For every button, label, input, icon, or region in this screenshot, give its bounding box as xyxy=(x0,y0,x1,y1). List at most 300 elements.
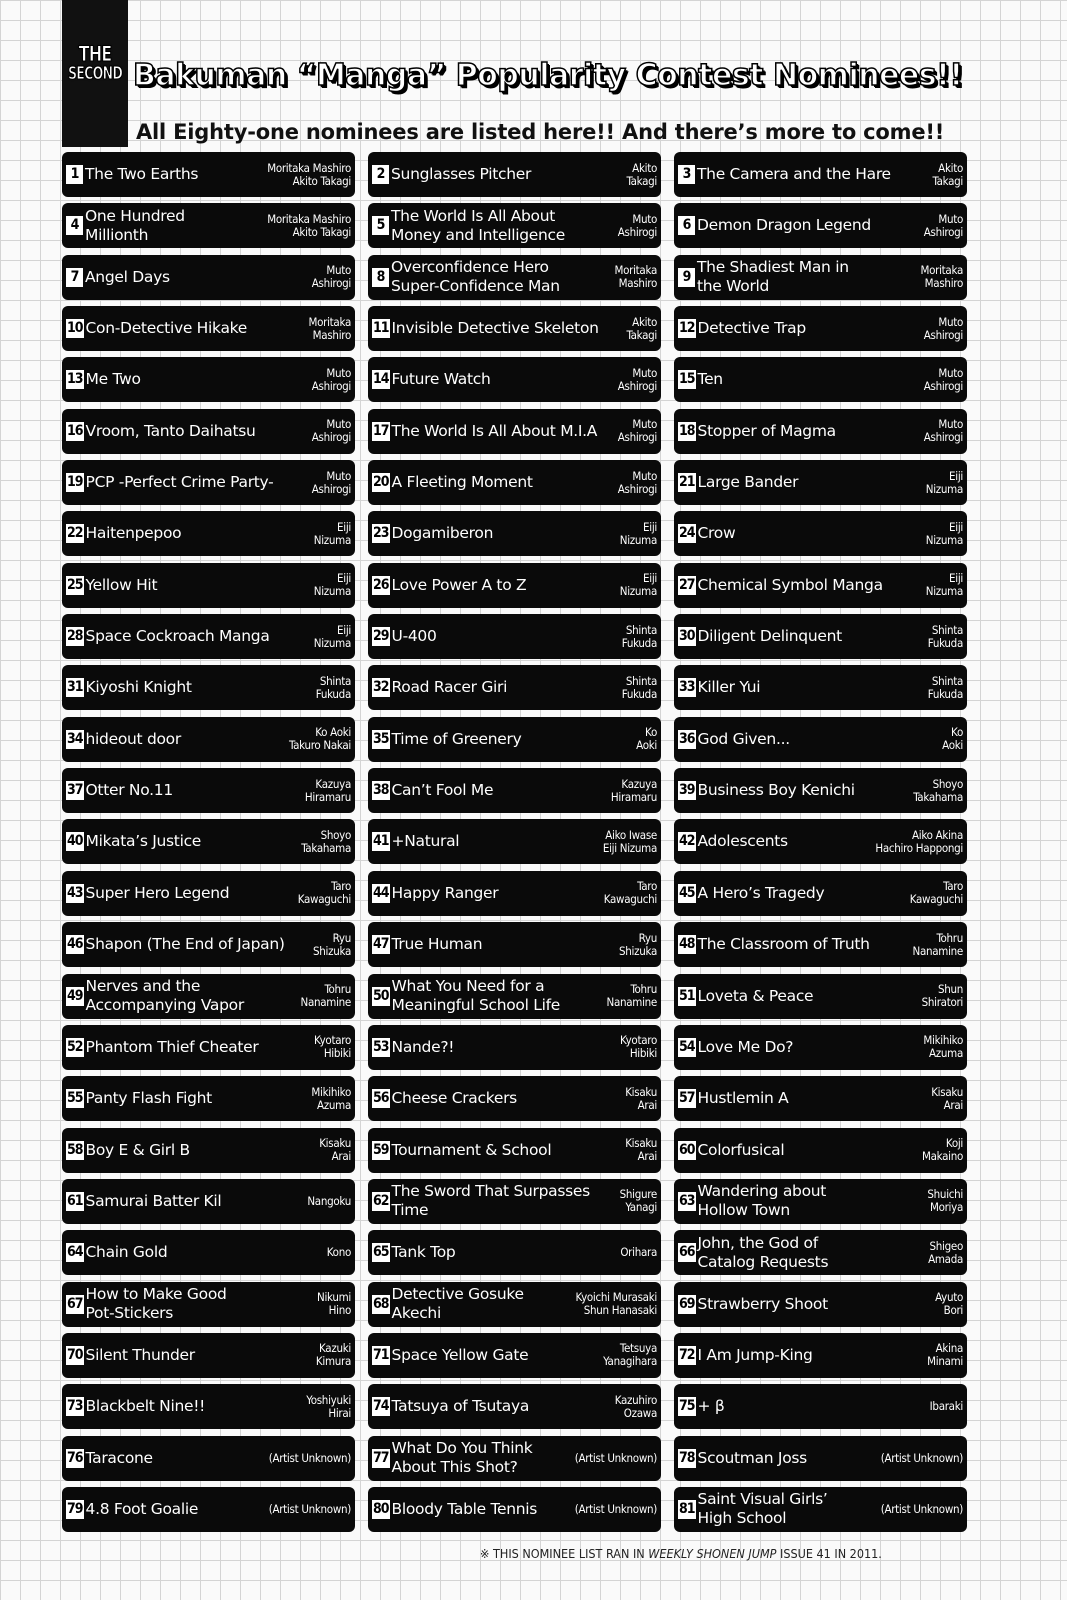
nominee-author: Kazuya Hiramaru xyxy=(304,776,351,804)
nominee-number: 10 xyxy=(67,320,83,337)
nominee-number: 31 xyxy=(67,679,83,696)
nominee-number: 55 xyxy=(67,1090,83,1107)
nominee-title: I Am Jump-King xyxy=(697,1345,813,1364)
nominee-title: Future Watch xyxy=(391,370,491,389)
nominee-author: Shinta Fukuda xyxy=(621,673,657,701)
nominee-cell xyxy=(674,871,967,916)
nominee-author: (Artist Unknown) xyxy=(268,1501,351,1516)
page-title: Bakuman “Manga” Popularity Contest Nominees!! xyxy=(133,58,963,93)
nominee-author: Muto Ashirogi xyxy=(923,417,963,445)
nominee-author: Ayuto Bori xyxy=(935,1290,963,1318)
nominee-title: Chain Gold xyxy=(85,1243,168,1262)
nominee-number: 75 xyxy=(679,1398,695,1415)
nominee-number: 78 xyxy=(679,1449,695,1466)
nominee-author: Tohru Nanamine xyxy=(606,982,657,1009)
nominee-title: Overconfidence Hero Super-Confidence Man xyxy=(391,258,560,296)
nominee-author: Nikumi Hino xyxy=(317,1290,351,1318)
nominee-cell xyxy=(368,409,661,454)
nominee-author: Eiji Nizuma xyxy=(925,468,963,496)
nominee-author: Orihara xyxy=(620,1245,657,1260)
nominee-author: Eiji Nizuma xyxy=(313,622,351,650)
nominee-number: 70 xyxy=(67,1346,83,1363)
nominee-number: 49 xyxy=(67,987,83,1004)
nominee-title: Me Two xyxy=(85,370,141,389)
nominee-cell xyxy=(368,819,661,864)
nominee-title: Stopper of Magma xyxy=(697,421,836,440)
nominee-cell xyxy=(62,974,355,1019)
nominee-title: + β xyxy=(697,1397,725,1416)
nominee-title: Loveta & Peace xyxy=(697,986,814,1005)
nominee-author: Eiji Nizuma xyxy=(925,571,963,599)
nominee-author: Ko Aoki Takuro Nakai xyxy=(288,725,351,753)
nominee-cell xyxy=(62,871,355,916)
nominee-cell xyxy=(368,922,661,967)
nominee-title: Chemical Symbol Manga xyxy=(697,575,883,594)
nominee-title: One Hundred Millionth xyxy=(85,206,185,244)
nominee-number: 28 xyxy=(67,628,83,645)
nominee-cell xyxy=(674,1128,967,1173)
nominee-cell xyxy=(62,460,355,505)
nominee-number: 6 xyxy=(678,216,695,235)
nominee-title: The Camera and the Hare xyxy=(697,165,891,183)
nominee-title: Killer Yui xyxy=(697,678,761,697)
nominee-number: 29 xyxy=(373,628,389,645)
nominee-cell xyxy=(368,1076,661,1121)
page-subtitle: All Eighty-one nominees are listed here!! And there’s more to come!! xyxy=(136,120,945,144)
nominee-author: Muto Ashirogi xyxy=(311,263,351,291)
nominee-number: 73 xyxy=(67,1398,83,1415)
nominee-title: Invisible Detective Skeleton xyxy=(391,319,599,338)
nominee-author: Mikihiko Azuma xyxy=(311,1084,351,1112)
nominee-number: 34 xyxy=(67,730,83,747)
nominee-number: 9 xyxy=(678,268,695,287)
nominee-cell xyxy=(62,768,355,813)
nominee-author: Nangoku xyxy=(307,1193,351,1208)
nominee-title: How to Make Good Pot-Stickers xyxy=(85,1285,227,1323)
nominee-cell xyxy=(62,1436,355,1481)
nominee-number: 67 xyxy=(67,1295,83,1312)
nominee-cell xyxy=(674,203,967,248)
header-label xyxy=(60,44,130,83)
nominee-cell xyxy=(674,974,967,1019)
nominee-author: (Artist Unknown) xyxy=(880,1501,963,1516)
nominee-cell xyxy=(368,1179,661,1224)
nominee-author: Ryu Shizuka xyxy=(618,930,657,958)
nominee-author: Muto Ashirogi xyxy=(617,211,657,239)
nominee-number: 12 xyxy=(679,320,695,337)
nominee-grid xyxy=(62,152,967,1532)
nominee-author: Ko Aoki xyxy=(942,725,963,753)
nominee-number: 23 xyxy=(373,525,389,542)
nominee-title: The Sword That Surpasses Time xyxy=(391,1182,590,1220)
footer-prefix: ※ THIS NOMINEE LIST RAN IN xyxy=(480,1546,649,1561)
nominee-number: 65 xyxy=(373,1244,389,1261)
nominee-cell xyxy=(674,1230,967,1275)
nominee-cell xyxy=(62,511,355,556)
nominee-number: 80 xyxy=(373,1500,389,1517)
nominee-title: Tank Top xyxy=(391,1243,456,1262)
nominee-number: 46 xyxy=(67,936,83,953)
nominee-cell xyxy=(368,614,661,659)
nominee-number: 48 xyxy=(679,936,695,953)
nominee-title: Road Racer Giri xyxy=(391,678,508,697)
nominee-number: 1 xyxy=(66,165,83,184)
nominee-number: 19 xyxy=(67,474,83,491)
nominee-author: Moritaka Mashiro xyxy=(308,314,351,342)
nominee-number: 41 xyxy=(373,833,389,850)
nominee-cell xyxy=(674,819,967,864)
nominee-cell xyxy=(674,306,967,351)
nominee-author: Eiji Nizuma xyxy=(313,519,351,547)
nominee-number: 3 xyxy=(678,165,695,184)
nominee-title: PCP -Perfect Crime Party- xyxy=(85,473,274,492)
nominee-cell xyxy=(368,511,661,556)
nominee-number: 44 xyxy=(373,884,389,901)
nominee-title: U-400 xyxy=(391,627,437,646)
nominee-author: Moritaka Mashiro Akito Takagi xyxy=(267,211,351,239)
nominee-title: The Two Earths xyxy=(85,165,199,183)
nominee-author: Muto Ashirogi xyxy=(923,314,963,342)
nominee-cell xyxy=(62,203,355,248)
nominee-number: 32 xyxy=(373,679,389,696)
nominee-cell xyxy=(368,665,661,710)
nominee-title: Saint Visual Girls’ High School xyxy=(697,1490,828,1528)
nominee-author: Moritaka Mashiro xyxy=(614,263,657,291)
nominee-number: 66 xyxy=(679,1244,695,1261)
nominee-cell xyxy=(62,819,355,864)
footer-note xyxy=(480,1546,882,1561)
nominee-author: (Artist Unknown) xyxy=(574,1501,657,1516)
nominee-number: 53 xyxy=(373,1038,389,1055)
nominee-author: Akito Takagi xyxy=(626,160,657,188)
nominee-title: The World Is All About Money and Intelligence xyxy=(391,206,565,244)
nominee-cell xyxy=(62,1128,355,1173)
nominee-author: Shinta Fukuda xyxy=(927,673,963,701)
nominee-title: Blackbelt Nine!! xyxy=(85,1397,206,1416)
nominee-number: 27 xyxy=(679,576,695,593)
nominee-author: Kazuya Hiramaru xyxy=(610,776,657,804)
nominee-author: Mikihiko Azuma xyxy=(923,1033,963,1061)
nominee-author: Shoyo Takahama xyxy=(301,827,351,855)
nominee-author: Taro Kawaguchi xyxy=(603,879,657,907)
nominee-title: True Human xyxy=(391,935,483,954)
nominee-cell xyxy=(368,1230,661,1275)
nominee-number: 68 xyxy=(373,1295,389,1312)
nominee-number: 61 xyxy=(67,1192,83,1209)
nominee-author: Kisaku Arai xyxy=(625,1084,657,1112)
nominee-title: 4.8 Foot Goalie xyxy=(85,1499,199,1518)
nominee-cell xyxy=(674,614,967,659)
nominee-number: 63 xyxy=(679,1192,695,1209)
nominee-title: Sunglasses Pitcher xyxy=(391,165,532,183)
nominee-title: +Natural xyxy=(391,832,460,851)
nominee-number: 36 xyxy=(679,730,695,747)
nominee-title: Happy Ranger xyxy=(391,883,499,902)
nominee-cell xyxy=(368,1436,661,1481)
nominee-author: Kyoichi Murasaki Shun Hanasaki xyxy=(575,1290,657,1318)
nominee-cell xyxy=(674,1076,967,1121)
nominee-author: Akito Takagi xyxy=(626,314,657,342)
nominee-author: Koji Makaino xyxy=(921,1136,963,1164)
nominee-number: 57 xyxy=(679,1090,695,1107)
nominee-number: 13 xyxy=(67,371,83,388)
nominee-cell xyxy=(368,717,661,762)
nominee-title: Boy E & Girl B xyxy=(85,1140,190,1159)
nominee-cell xyxy=(368,255,661,300)
nominee-number: 8 xyxy=(372,268,389,287)
nominee-title: Vroom, Tanto Daihatsu xyxy=(85,421,256,440)
nominee-number: 56 xyxy=(373,1090,389,1107)
nominee-title: What Do You Think About This Shot? xyxy=(391,1439,533,1477)
nominee-number: 52 xyxy=(67,1038,83,1055)
nominee-title: Ten xyxy=(697,370,723,389)
nominee-cell xyxy=(368,357,661,402)
nominee-title: Can’t Fool Me xyxy=(391,781,494,800)
nominee-number: 39 xyxy=(679,782,695,799)
nominee-number: 62 xyxy=(373,1192,389,1209)
nominee-title: Samurai Batter Kil xyxy=(85,1191,222,1210)
nominee-title: Business Boy Kenichi xyxy=(697,781,855,800)
nominee-author: Muto Ashirogi xyxy=(617,365,657,393)
nominee-cell xyxy=(62,614,355,659)
nominee-author: Muto Ashirogi xyxy=(923,211,963,239)
nominee-number: 26 xyxy=(373,576,389,593)
nominee-author: Kisaku Arai xyxy=(625,1136,657,1164)
nominee-cell xyxy=(368,1487,661,1532)
nominee-number: 37 xyxy=(67,782,83,799)
nominee-number: 51 xyxy=(679,987,695,1004)
nominee-title: Nande?! xyxy=(391,1037,455,1056)
nominee-author: Kazuki Kimura xyxy=(315,1341,351,1369)
nominee-number: 30 xyxy=(679,628,695,645)
nominee-number: 45 xyxy=(679,884,695,901)
nominee-title: Detective Gosuke Akechi xyxy=(391,1285,524,1323)
nominee-author: Kyotaro Hibiki xyxy=(619,1033,657,1061)
nominee-title: Love Me Do? xyxy=(697,1037,794,1056)
nominee-title: Scoutman Joss xyxy=(697,1448,807,1467)
nominee-title: Space Yellow Gate xyxy=(391,1345,529,1364)
nominee-title: The World Is All About M.I.A xyxy=(391,421,598,440)
nominee-title: Taracone xyxy=(85,1448,153,1467)
nominee-number: 22 xyxy=(67,525,83,542)
nominee-title: God Given... xyxy=(697,729,790,748)
nominee-number: 71 xyxy=(373,1346,389,1363)
header-label-line1: THE xyxy=(78,42,112,66)
nominee-number: 21 xyxy=(679,474,695,491)
nominee-cell xyxy=(62,563,355,608)
nominee-author: Muto Ashirogi xyxy=(311,365,351,393)
nominee-number: 38 xyxy=(373,782,389,799)
nominee-cell xyxy=(368,871,661,916)
nominee-title: Tatsuya of Tsutaya xyxy=(391,1397,530,1416)
nominee-title: Shapon (The End of Japan) xyxy=(85,935,285,954)
header-label-line2: SECOND xyxy=(67,63,123,84)
nominee-author: Kisaku Arai xyxy=(931,1084,963,1112)
nominee-author: (Artist Unknown) xyxy=(268,1450,351,1465)
nominee-author: Muto Ashirogi xyxy=(617,417,657,445)
nominee-cell xyxy=(368,768,661,813)
nominee-title: hideout door xyxy=(85,729,181,748)
nominee-author: Tohru Nanamine xyxy=(300,982,351,1009)
nominee-cell xyxy=(368,152,661,197)
nominee-author: Shinta Fukuda xyxy=(315,673,351,701)
nominee-cell xyxy=(368,306,661,351)
nominee-title: Con-Detective Hikake xyxy=(85,319,248,338)
nominee-author: Muto Ashirogi xyxy=(311,468,351,496)
nominee-title: Adolescents xyxy=(697,832,788,851)
nominee-cell xyxy=(62,1384,355,1429)
nominee-title: John, the God of Catalog Requests xyxy=(697,1233,829,1271)
nominee-cell xyxy=(62,1487,355,1532)
nominee-title: Mikata’s Justice xyxy=(85,832,202,851)
nominee-author: Kyotaro Hibiki xyxy=(313,1033,351,1061)
nominee-number: 17 xyxy=(373,422,389,439)
nominee-number: 42 xyxy=(679,833,695,850)
nominee-author: Eiji Nizuma xyxy=(925,519,963,547)
nominee-cell xyxy=(368,460,661,505)
nominee-author: Shun Shiratori xyxy=(921,982,963,1009)
nominee-author: (Artist Unknown) xyxy=(574,1450,657,1465)
nominee-author: Shinta Fukuda xyxy=(927,622,963,650)
nominee-number: 14 xyxy=(373,371,389,388)
nominee-author: Taro Kawaguchi xyxy=(297,879,351,907)
nominee-cell xyxy=(62,357,355,402)
nominee-cell xyxy=(674,255,967,300)
nominee-number: 20 xyxy=(373,474,389,491)
nominee-cell xyxy=(368,563,661,608)
nominee-number: 16 xyxy=(67,422,83,439)
nominee-title: Large Bander xyxy=(697,473,799,492)
nominee-title: Strawberry Shoot xyxy=(697,1294,828,1313)
nominee-number: 2 xyxy=(372,165,389,184)
nominee-title: Wandering about Hollow Town xyxy=(697,1182,827,1220)
nominee-number: 79 xyxy=(67,1500,83,1517)
nominee-cell xyxy=(368,974,661,1019)
nominee-number: 60 xyxy=(679,1141,695,1158)
nominee-number: 35 xyxy=(373,730,389,747)
footer-magazine: WEEKLY SHONEN JUMP xyxy=(648,1546,777,1561)
nominee-author: Eiji Nizuma xyxy=(619,571,657,599)
nominee-title: A Fleeting Moment xyxy=(391,473,533,492)
nominee-number: 64 xyxy=(67,1244,83,1261)
nominee-author: Tetsuya Yanagihara xyxy=(603,1341,657,1369)
nominee-number: 81 xyxy=(679,1500,695,1517)
nominee-author: Muto Ashirogi xyxy=(311,417,351,445)
nominee-number: 76 xyxy=(67,1449,83,1466)
nominee-cell xyxy=(368,1333,661,1378)
nominee-cell xyxy=(62,255,355,300)
nominee-cell xyxy=(62,717,355,762)
nominee-number: 33 xyxy=(679,679,695,696)
nominee-cell xyxy=(368,1025,661,1070)
nominee-author: Akito Takagi xyxy=(932,160,963,188)
nominee-number: 4 xyxy=(66,216,83,235)
nominee-title: Space Cockroach Manga xyxy=(85,627,270,646)
nominee-cell xyxy=(674,1025,967,1070)
nominee-cell xyxy=(674,563,967,608)
nominee-author: Muto Ashirogi xyxy=(617,468,657,496)
nominee-cell xyxy=(62,152,355,197)
nominee-number: 43 xyxy=(67,884,83,901)
nominee-cell xyxy=(368,1282,661,1327)
nominee-author: Shigure Yanagi xyxy=(619,1187,657,1215)
nominee-cell xyxy=(674,768,967,813)
nominee-author: Yoshiyuki Hirai xyxy=(306,1392,351,1420)
nominee-cell xyxy=(674,1487,967,1532)
nominee-cell xyxy=(674,1282,967,1327)
nominee-author: Shoyo Takahama xyxy=(913,776,963,804)
nominee-author: Shigeo Amada xyxy=(928,1238,963,1266)
nominee-author: Tohru Nanamine xyxy=(912,930,963,958)
nominee-cell xyxy=(674,665,967,710)
nominee-cell xyxy=(62,1282,355,1327)
nominee-author: Kono xyxy=(326,1245,351,1260)
nominee-cell xyxy=(674,152,967,197)
nominee-cell xyxy=(674,1179,967,1224)
nominee-number: 11 xyxy=(373,320,389,337)
nominee-title: Diligent Delinquent xyxy=(697,627,842,646)
nominee-title: Bloody Table Tennis xyxy=(391,1499,538,1518)
nominee-author: Kisaku Arai xyxy=(319,1136,351,1164)
nominee-cell xyxy=(674,1333,967,1378)
nominee-author: Ibaraki xyxy=(929,1399,963,1414)
nominee-number: 18 xyxy=(679,422,695,439)
nominee-author: Taro Kawaguchi xyxy=(909,879,963,907)
nominee-cell xyxy=(674,460,967,505)
nominee-title: Colorfusical xyxy=(697,1140,785,1159)
nominee-title: Haitenpepoo xyxy=(85,524,182,543)
nominee-cell xyxy=(674,1384,967,1429)
nominee-title: Phantom Thief Cheater xyxy=(85,1037,259,1056)
nominee-title: Angel Days xyxy=(85,267,170,286)
nominee-number: 74 xyxy=(373,1398,389,1415)
nominee-cell xyxy=(674,511,967,556)
nominee-cell xyxy=(62,1230,355,1275)
nominee-title: Otter No.11 xyxy=(85,781,173,800)
nominee-cell xyxy=(368,203,661,248)
nominee-cell xyxy=(674,1436,967,1481)
nominee-title: Detective Trap xyxy=(697,319,806,338)
nominee-title: What You Need for a Meaningful School Life xyxy=(391,977,560,1014)
nominee-cell xyxy=(62,1076,355,1121)
nominee-author: Moritaka Mashiro xyxy=(920,263,963,291)
nominee-title: Panty Flash Fight xyxy=(85,1089,212,1108)
footer-suffix: ISSUE 41 IN 2011. xyxy=(776,1546,882,1561)
nominee-cell xyxy=(62,665,355,710)
nominee-title: Yellow Hit xyxy=(85,575,158,594)
nominee-title: Time of Greenery xyxy=(391,729,522,748)
nominee-cell xyxy=(62,1333,355,1378)
nominee-title: Crow xyxy=(697,524,736,543)
nominee-number: 77 xyxy=(373,1449,389,1466)
nominee-author: Akina Minami xyxy=(927,1341,963,1369)
nominee-author: Ryu Shizuka xyxy=(312,930,351,958)
nominee-author: (Artist Unknown) xyxy=(880,1450,963,1465)
nominee-title: Cheese Crackers xyxy=(391,1089,517,1108)
nominee-number: 72 xyxy=(679,1346,695,1363)
nominee-number: 24 xyxy=(679,525,695,542)
nominee-title: A Hero’s Tragedy xyxy=(697,883,825,902)
nominee-title: Super Hero Legend xyxy=(85,883,230,902)
nominee-author: Kazuhiro Ozawa xyxy=(614,1392,657,1420)
nominee-number: 69 xyxy=(679,1295,695,1312)
nominee-title: Kiyoshi Knight xyxy=(85,678,192,697)
nominee-cell xyxy=(674,717,967,762)
nominee-title: Love Power A to Z xyxy=(391,575,527,594)
nominee-author: Shuichi Moriya xyxy=(927,1187,963,1215)
nominee-number: 40 xyxy=(67,833,83,850)
nominee-author: Muto Ashirogi xyxy=(923,365,963,393)
